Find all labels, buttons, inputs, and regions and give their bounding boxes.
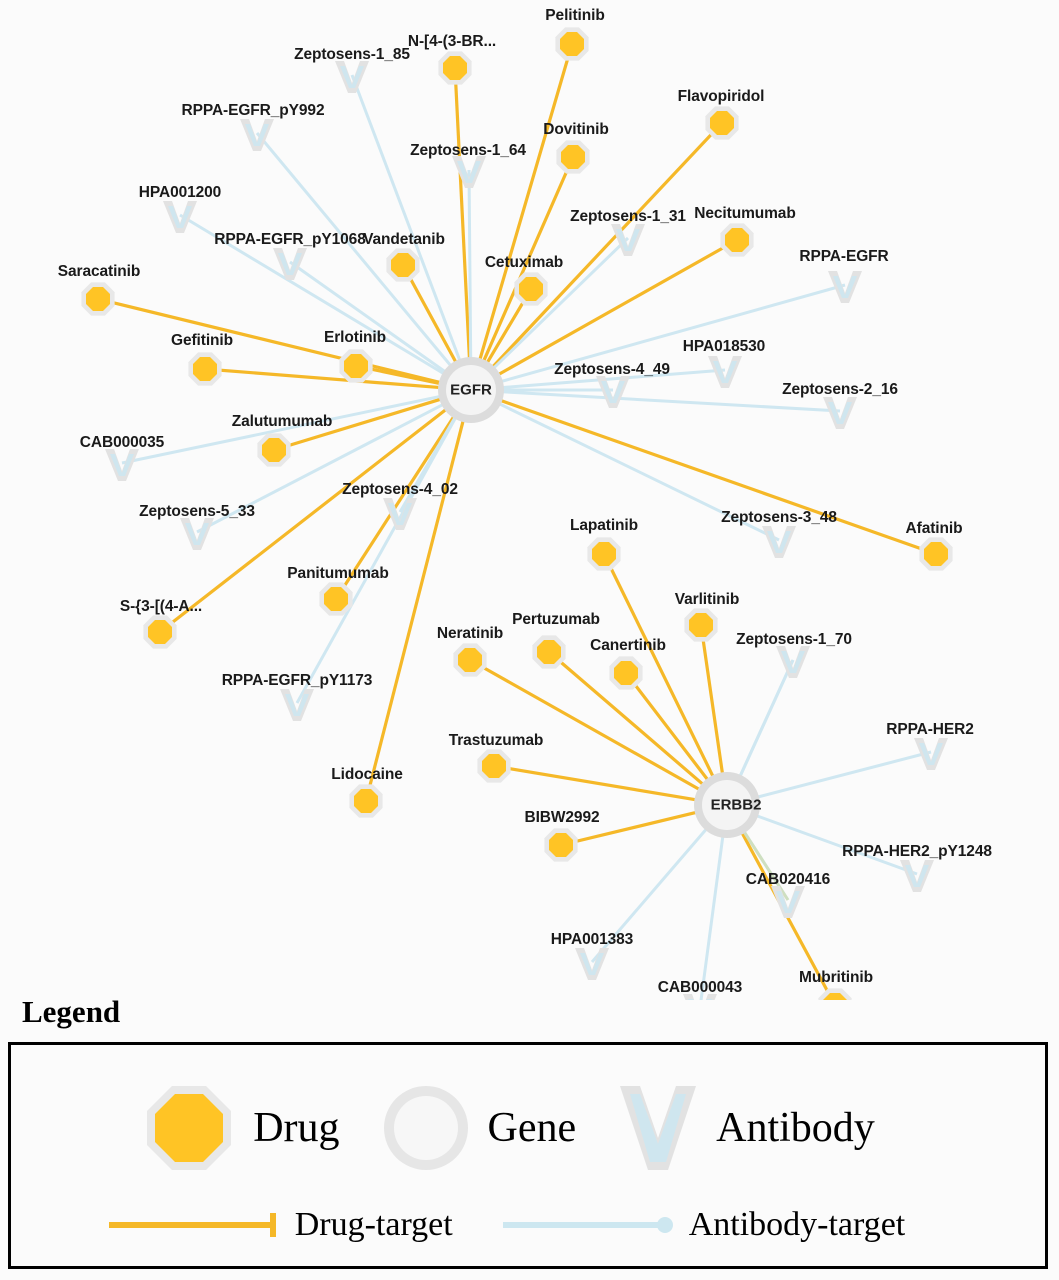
antibody-node-halo [105,449,139,481]
antibody-node-halo [762,526,796,558]
drug-target-edge-icon [105,1210,285,1240]
antibody-node-halo [823,397,857,429]
drug-node[interactable] [443,56,467,80]
antibody-node-halo [163,201,197,233]
legend-label-drug-target: Drug-target [294,1206,453,1243]
antibody-label: RPPA-HER2_pY1248 [842,843,992,860]
antibody-node[interactable] [688,999,712,1000]
drug-label: Trastuzumab [448,732,544,749]
antibody-node-halo [575,948,609,980]
drug-label: BIBW2992 [524,809,600,826]
drug-node[interactable] [86,287,110,311]
legend-item-antibody-target [499,1206,952,1244]
antibody-label: RPPA-EGFR_pY1068 [214,231,366,248]
legend-item-antibody [616,1080,915,1176]
antibody-label: CAB020416 [745,871,831,888]
legend-edge-types [8,1195,1048,1255]
drug-label: Cetuximab [484,254,564,271]
legend-item-drug-target [105,1206,499,1244]
drug-node[interactable] [549,833,573,857]
drug-label: S-{3-[(4-A... [119,598,203,615]
antibody-label: CAB000043 [657,979,743,996]
gene-label: ERBB2 [710,796,762,814]
drug-node[interactable] [560,32,584,56]
antibody-node-halo [828,271,862,303]
antibody-node-halo [771,886,805,918]
gene-label: EGFR [450,381,492,399]
legend-label-drug: Drug [253,1104,340,1151]
drug-node[interactable] [193,357,217,381]
drug-node[interactable] [710,111,734,135]
antibody-label: CAB000035 [79,434,165,451]
antibody-chevron-icon [616,1080,700,1176]
antibody-target-edge-icon [499,1210,679,1240]
legend-label-antibody-target: Antibody-target [688,1206,906,1243]
drug-node[interactable] [262,438,286,462]
drug-label: Gefitinib [171,332,233,349]
antibody-label: HPA018530 [682,338,766,355]
antibody-label: Zeptosens-3_48 [721,509,837,526]
legend-title: Legend [22,994,121,1029]
drug-node[interactable] [924,542,948,566]
antibody-node-halo [383,498,417,530]
antibody-label: Zeptosens-1_31 [570,208,686,225]
drug-label: Erlotinib [324,329,386,346]
antibody-label: Zeptosens-4_49 [554,361,670,378]
gene-circle-icon [380,1082,472,1174]
drug-node[interactable] [148,620,172,644]
antibody-label: RPPA-EGFR [799,248,889,265]
drug-label: Mubritinib [799,969,873,986]
drug-label: Pertuzumab [512,611,600,628]
antibody-label: RPPA-EGFR_pY1173 [221,672,373,689]
drug-node[interactable] [354,789,378,813]
antibody-node-halo [335,61,369,93]
drug-node[interactable] [324,587,348,611]
antibody-node-halo [596,376,630,408]
antibody-label: Zeptosens-1_64 [410,142,526,159]
drug-label: Dovitinib [543,121,609,138]
drug-node[interactable] [458,648,482,672]
antibody-label: HPA001200 [138,184,222,201]
antibody-label: HPA001383 [550,931,634,948]
antibody-node-halo [452,156,486,188]
drug-octagon-icon [141,1080,237,1176]
antibody-node-halo [611,224,645,256]
drug-node[interactable] [614,661,638,685]
drug-label: N-[4-(3-BR... [407,33,497,50]
drug-label: Zalutumumab [231,413,333,430]
antibody-node-halo [776,646,810,678]
drug-node[interactable] [519,277,543,301]
antibody-node-halo [708,356,742,388]
drug-node[interactable] [725,228,749,252]
drug-label: Neratinib [436,625,504,642]
antibody-node-halo [900,860,934,892]
drug-label: Flavopiridol [677,88,765,105]
drug-label: Lapatinib [570,517,638,534]
drug-node[interactable] [391,253,415,277]
drug-label: Lidocaine [331,766,403,783]
legend-item-gene [380,1082,617,1174]
drug-node[interactable] [689,613,713,637]
drug-node[interactable] [344,354,368,378]
drug-node[interactable] [537,640,561,664]
antibody-label: Zeptosens-5_33 [139,503,255,520]
antibody-label: Zeptosens-1_85 [294,46,410,63]
legend-node-types [8,1075,1048,1180]
legend-label-gene: Gene [487,1104,577,1151]
drug-label: Varlitinib [674,591,740,608]
legend-label-antibody: Antibody [716,1104,875,1151]
antibody-label: Zeptosens-2_16 [782,381,898,398]
drug-label: Afatinib [905,520,963,537]
drug-label: Panitumumab [287,565,389,582]
drug-node[interactable] [592,542,616,566]
drug-label: Saracatinib [57,263,141,280]
antibody-node-halo [180,518,214,550]
antibody-label: Zeptosens-4_02 [342,481,458,498]
antibody-node-halo [273,248,307,280]
drug-label: Pelitinib [545,7,605,24]
antibody-node-halo [240,119,274,151]
drug-label: Vandetanib [363,231,445,248]
antibody-label: RPPA-HER2 [886,721,974,738]
drug-label: Necitumumab [694,205,796,222]
drug-node[interactable] [561,145,585,169]
antibody-label: Zeptosens-1_70 [736,631,852,648]
drug-label: Canertinib [590,637,666,654]
drug-node[interactable] [482,754,506,778]
antibody-node-halo [914,738,948,770]
antibody-label: RPPA-EGFR_pY992 [181,102,325,119]
legend-item-drug [141,1080,379,1176]
antibody-node-halo [280,689,314,721]
